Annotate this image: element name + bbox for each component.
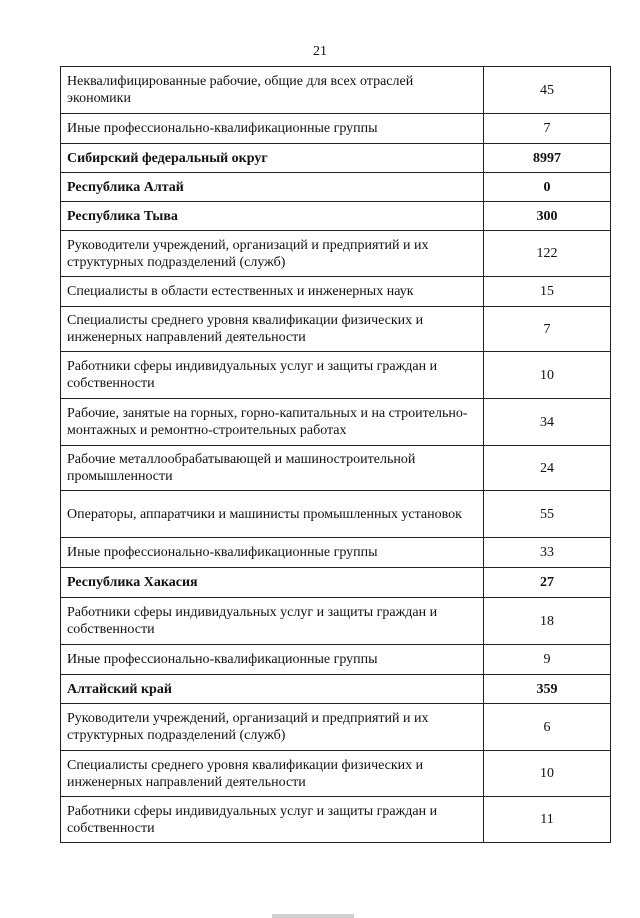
row-label: Руководители учреждений, организаций и предприятий и их структурных подразделений (служб) [61, 704, 484, 751]
row-label: Работники сферы индивидуальных услуг и защиты граждан и собственности [61, 352, 484, 399]
row-label: Республика Хакасия [61, 568, 484, 598]
row-value: 18 [484, 598, 611, 645]
row-label: Работники сферы индивидуальных услуг и защиты граждан и собственности [61, 797, 484, 843]
row-value: 24 [484, 446, 611, 491]
row-label: Рабочие металлообрабатывающей и машиностроительной промышленности [61, 446, 484, 491]
row-value: 8997 [484, 144, 611, 173]
row-label: Сибирский федеральный округ [61, 144, 484, 173]
row-label: Иные профессионально-квалификационные группы [61, 645, 484, 675]
table-row [61, 645, 611, 675]
table-row [61, 202, 611, 231]
row-label: Рабочие, занятые на горных, горно-капитальных и на строительно-монтажных и ремонтно-строительных работах [61, 399, 484, 446]
row-value: 7 [484, 307, 611, 352]
page-number: 21 [313, 44, 327, 59]
row-value: 27 [484, 568, 611, 598]
row-value: 300 [484, 202, 611, 231]
row-label: Иные профессионально-квалификационные группы [61, 114, 484, 144]
table-row [61, 751, 611, 797]
occupation-table [60, 66, 611, 843]
row-label: Специалисты среднего уровня квалификации физических и инженерных направлений деятельности [61, 307, 484, 352]
row-value: 55 [484, 491, 611, 538]
row-label: Операторы, аппаратчики и машинисты промышленных установок [61, 491, 484, 538]
table-row [61, 797, 611, 843]
row-label: Руководители учреждений, организаций и предприятий и их структурных подразделений (служб) [61, 231, 484, 277]
row-label: Иные профессионально-квалификационные группы [61, 538, 484, 568]
table-row [61, 399, 611, 446]
row-value: 122 [484, 231, 611, 277]
row-value: 0 [484, 173, 611, 202]
row-label: Республика Алтай [61, 173, 484, 202]
table-row [61, 231, 611, 277]
row-value: 15 [484, 277, 611, 307]
row-value: 11 [484, 797, 611, 843]
table-row [61, 67, 611, 114]
row-label: Работники сферы индивидуальных услуг и защиты граждан и собственности [61, 598, 484, 645]
row-label: Республика Тыва [61, 202, 484, 231]
table-row [61, 491, 611, 538]
table-body [61, 67, 611, 843]
row-label: Специалисты в области естественных и инженерных наук [61, 277, 484, 307]
table-row [61, 538, 611, 568]
table-row [61, 568, 611, 598]
table-row [61, 446, 611, 491]
row-label: Неквалифицированные рабочие, общие для всех отраслей экономики [61, 67, 484, 114]
table-row [61, 307, 611, 352]
table-row [61, 173, 611, 202]
row-value: 9 [484, 645, 611, 675]
row-value: 7 [484, 114, 611, 144]
table-row [61, 277, 611, 307]
row-value: 359 [484, 675, 611, 704]
row-value: 6 [484, 704, 611, 751]
row-value: 33 [484, 538, 611, 568]
row-value: 34 [484, 399, 611, 446]
table-row [61, 144, 611, 173]
row-label: Специалисты среднего уровня квалификации физических и инженерных направлений деятельности [61, 751, 484, 797]
table-row [61, 598, 611, 645]
row-value: 45 [484, 67, 611, 114]
table-row [61, 704, 611, 751]
row-value: 10 [484, 751, 611, 797]
row-value: 10 [484, 352, 611, 399]
scan-artifact [272, 914, 354, 918]
table-row [61, 114, 611, 144]
row-label: Алтайский край [61, 675, 484, 704]
table-row [61, 675, 611, 704]
table-row [61, 352, 611, 399]
